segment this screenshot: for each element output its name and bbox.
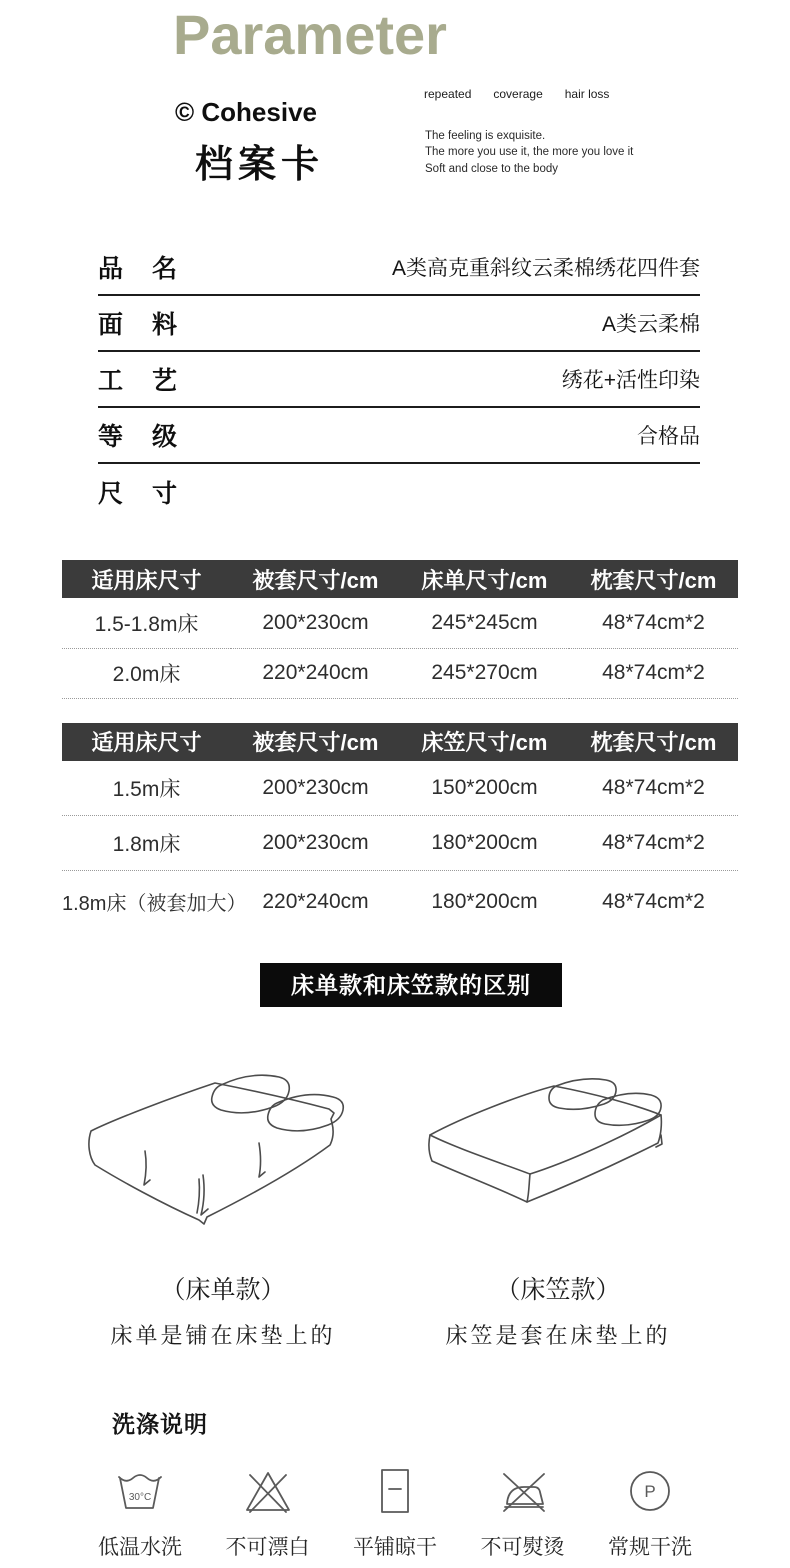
- spec-label: 等 级: [98, 423, 177, 451]
- page-subtitle: 档案卡: [195, 144, 325, 186]
- spec-value: 绣花+活性印染: [561, 369, 700, 392]
- column-header: 枕套尺寸/cm: [569, 723, 738, 761]
- column-header: 床单尺寸/cm: [400, 560, 569, 598]
- table-cell: 220*240cm: [231, 648, 400, 698]
- spec-label: 工 艺: [98, 367, 177, 395]
- table-cell: 180*200cm: [431, 889, 538, 913]
- comparison-section: [0, 1053, 790, 1350]
- washing-item-low-temp: [92, 1461, 188, 1561]
- size-table-header: [62, 560, 738, 598]
- table-cell: 48*74cm*2: [569, 648, 738, 698]
- column-header: 被套尺寸/cm: [231, 560, 400, 598]
- spec-row-size: [98, 464, 700, 520]
- washing-icons-row: [92, 1461, 698, 1561]
- spec-row-craft: [98, 352, 700, 408]
- spec-label: 尺 寸: [98, 480, 177, 508]
- column-header: 适用床尺寸: [62, 560, 231, 598]
- table-cell: 220*240cm: [262, 889, 369, 913]
- table-row: [62, 598, 738, 648]
- spec-list: [98, 240, 700, 520]
- table-cell: 200*230cm: [231, 598, 400, 648]
- spec-row-name: [98, 240, 700, 296]
- spec-value: A类云柔棉: [601, 313, 700, 336]
- table-row: [62, 816, 738, 871]
- washing-label: 低温水洗: [98, 1535, 182, 1559]
- column-header: 枕套尺寸/cm: [569, 560, 738, 598]
- table-cell: 48*74cm*2: [602, 889, 705, 913]
- wash-temp-label: 30°C: [128, 1491, 152, 1503]
- tagline: [425, 128, 633, 177]
- no-iron-icon: [493, 1461, 553, 1521]
- flat-dry-icon: [365, 1461, 425, 1521]
- size-table-fitted: [62, 723, 738, 933]
- tagline-line: The feeling is exquisite.: [425, 130, 546, 142]
- spec-value: 合格品: [637, 425, 700, 448]
- table-cell: 1.5m床: [62, 761, 231, 816]
- washing-item-no-bleach: [220, 1461, 316, 1561]
- spec-label: 面 料: [98, 311, 177, 339]
- washing-label: 不可漂白: [225, 1535, 310, 1559]
- tagline-line: The more you use it, the more you love it: [425, 146, 634, 159]
- size-table-header: [62, 723, 738, 761]
- column-header: 被套尺寸/cm: [231, 723, 400, 761]
- feature-tag: coverage: [493, 87, 543, 101]
- column-header: 适用床尺寸: [62, 723, 231, 761]
- table-cell: 48*74cm*2: [569, 816, 738, 871]
- table-cell: 48*74cm*2: [569, 761, 738, 816]
- page-title: Parameter: [173, 3, 447, 66]
- fitted-sheet-mattress-illustration: [408, 1053, 708, 1253]
- table-cell: 200*230cm: [231, 761, 400, 816]
- feature-tags: [424, 87, 609, 101]
- no-bleach-icon: [238, 1461, 298, 1521]
- washing-label: 不可熨烫: [480, 1535, 565, 1559]
- fitted-sheet-desc: 床笠是套在床垫上的: [445, 1322, 671, 1348]
- table-cell: 150*200cm: [400, 761, 569, 816]
- table-row: [62, 761, 738, 816]
- table-cell: 48*74cm*2: [569, 598, 738, 648]
- size-table-sheet: [62, 560, 738, 699]
- table-cell: 1.5-1.8m床: [62, 598, 231, 648]
- wash-30c-icon: [110, 1461, 170, 1521]
- washing-heading: 洗涤说明: [112, 1410, 208, 1437]
- dry-clean-icon: [620, 1461, 680, 1521]
- feature-tag: repeated: [424, 87, 472, 101]
- section-banner: 床单款和床笠款的区别: [260, 963, 562, 1007]
- flat-sheet-title: （床单款）: [160, 1275, 286, 1304]
- washing-label: 常规干洗: [608, 1535, 692, 1559]
- flat-sheet-desc: 床单是铺在床垫上的: [110, 1322, 336, 1348]
- header: [0, 0, 790, 240]
- column-header: 床笠尺寸/cm: [400, 723, 569, 761]
- table-cell: 200*230cm: [231, 816, 400, 871]
- washing-label: 平铺晾干: [353, 1535, 437, 1559]
- spec-value: A类高克重斜纹云柔棉绣花四件套: [391, 257, 700, 280]
- fitted-sheet-column: [398, 1053, 718, 1350]
- washing-item-flat-dry: [347, 1461, 443, 1561]
- table-cell: 245*270cm: [400, 648, 569, 698]
- flat-sheet-column: [48, 1053, 398, 1350]
- brand-name: © Cohesive: [175, 97, 317, 127]
- table-cell: 1.8m床（被套加大）: [62, 893, 247, 916]
- flat-sheet-bed-illustration: [53, 1053, 393, 1253]
- washing-item-no-iron: [475, 1461, 571, 1561]
- spec-label: 品 名: [98, 255, 177, 283]
- spec-row-fabric: [98, 296, 700, 352]
- dry-clean-letter: P: [644, 1481, 656, 1501]
- table-cell: 245*245cm: [400, 598, 569, 648]
- washing-item-dry-clean: [602, 1461, 698, 1561]
- tagline-line: Soft and close to the body: [425, 162, 558, 175]
- fitted-sheet-title: （床笠款）: [495, 1275, 621, 1304]
- table-row: [62, 871, 738, 933]
- spec-row-grade: [98, 408, 700, 464]
- table-cell: 180*200cm: [400, 816, 569, 871]
- table-cell: 1.8m床: [62, 816, 231, 871]
- table-row: [62, 648, 738, 698]
- table-cell: 2.0m床: [62, 648, 231, 698]
- feature-tag: hair loss: [564, 87, 610, 101]
